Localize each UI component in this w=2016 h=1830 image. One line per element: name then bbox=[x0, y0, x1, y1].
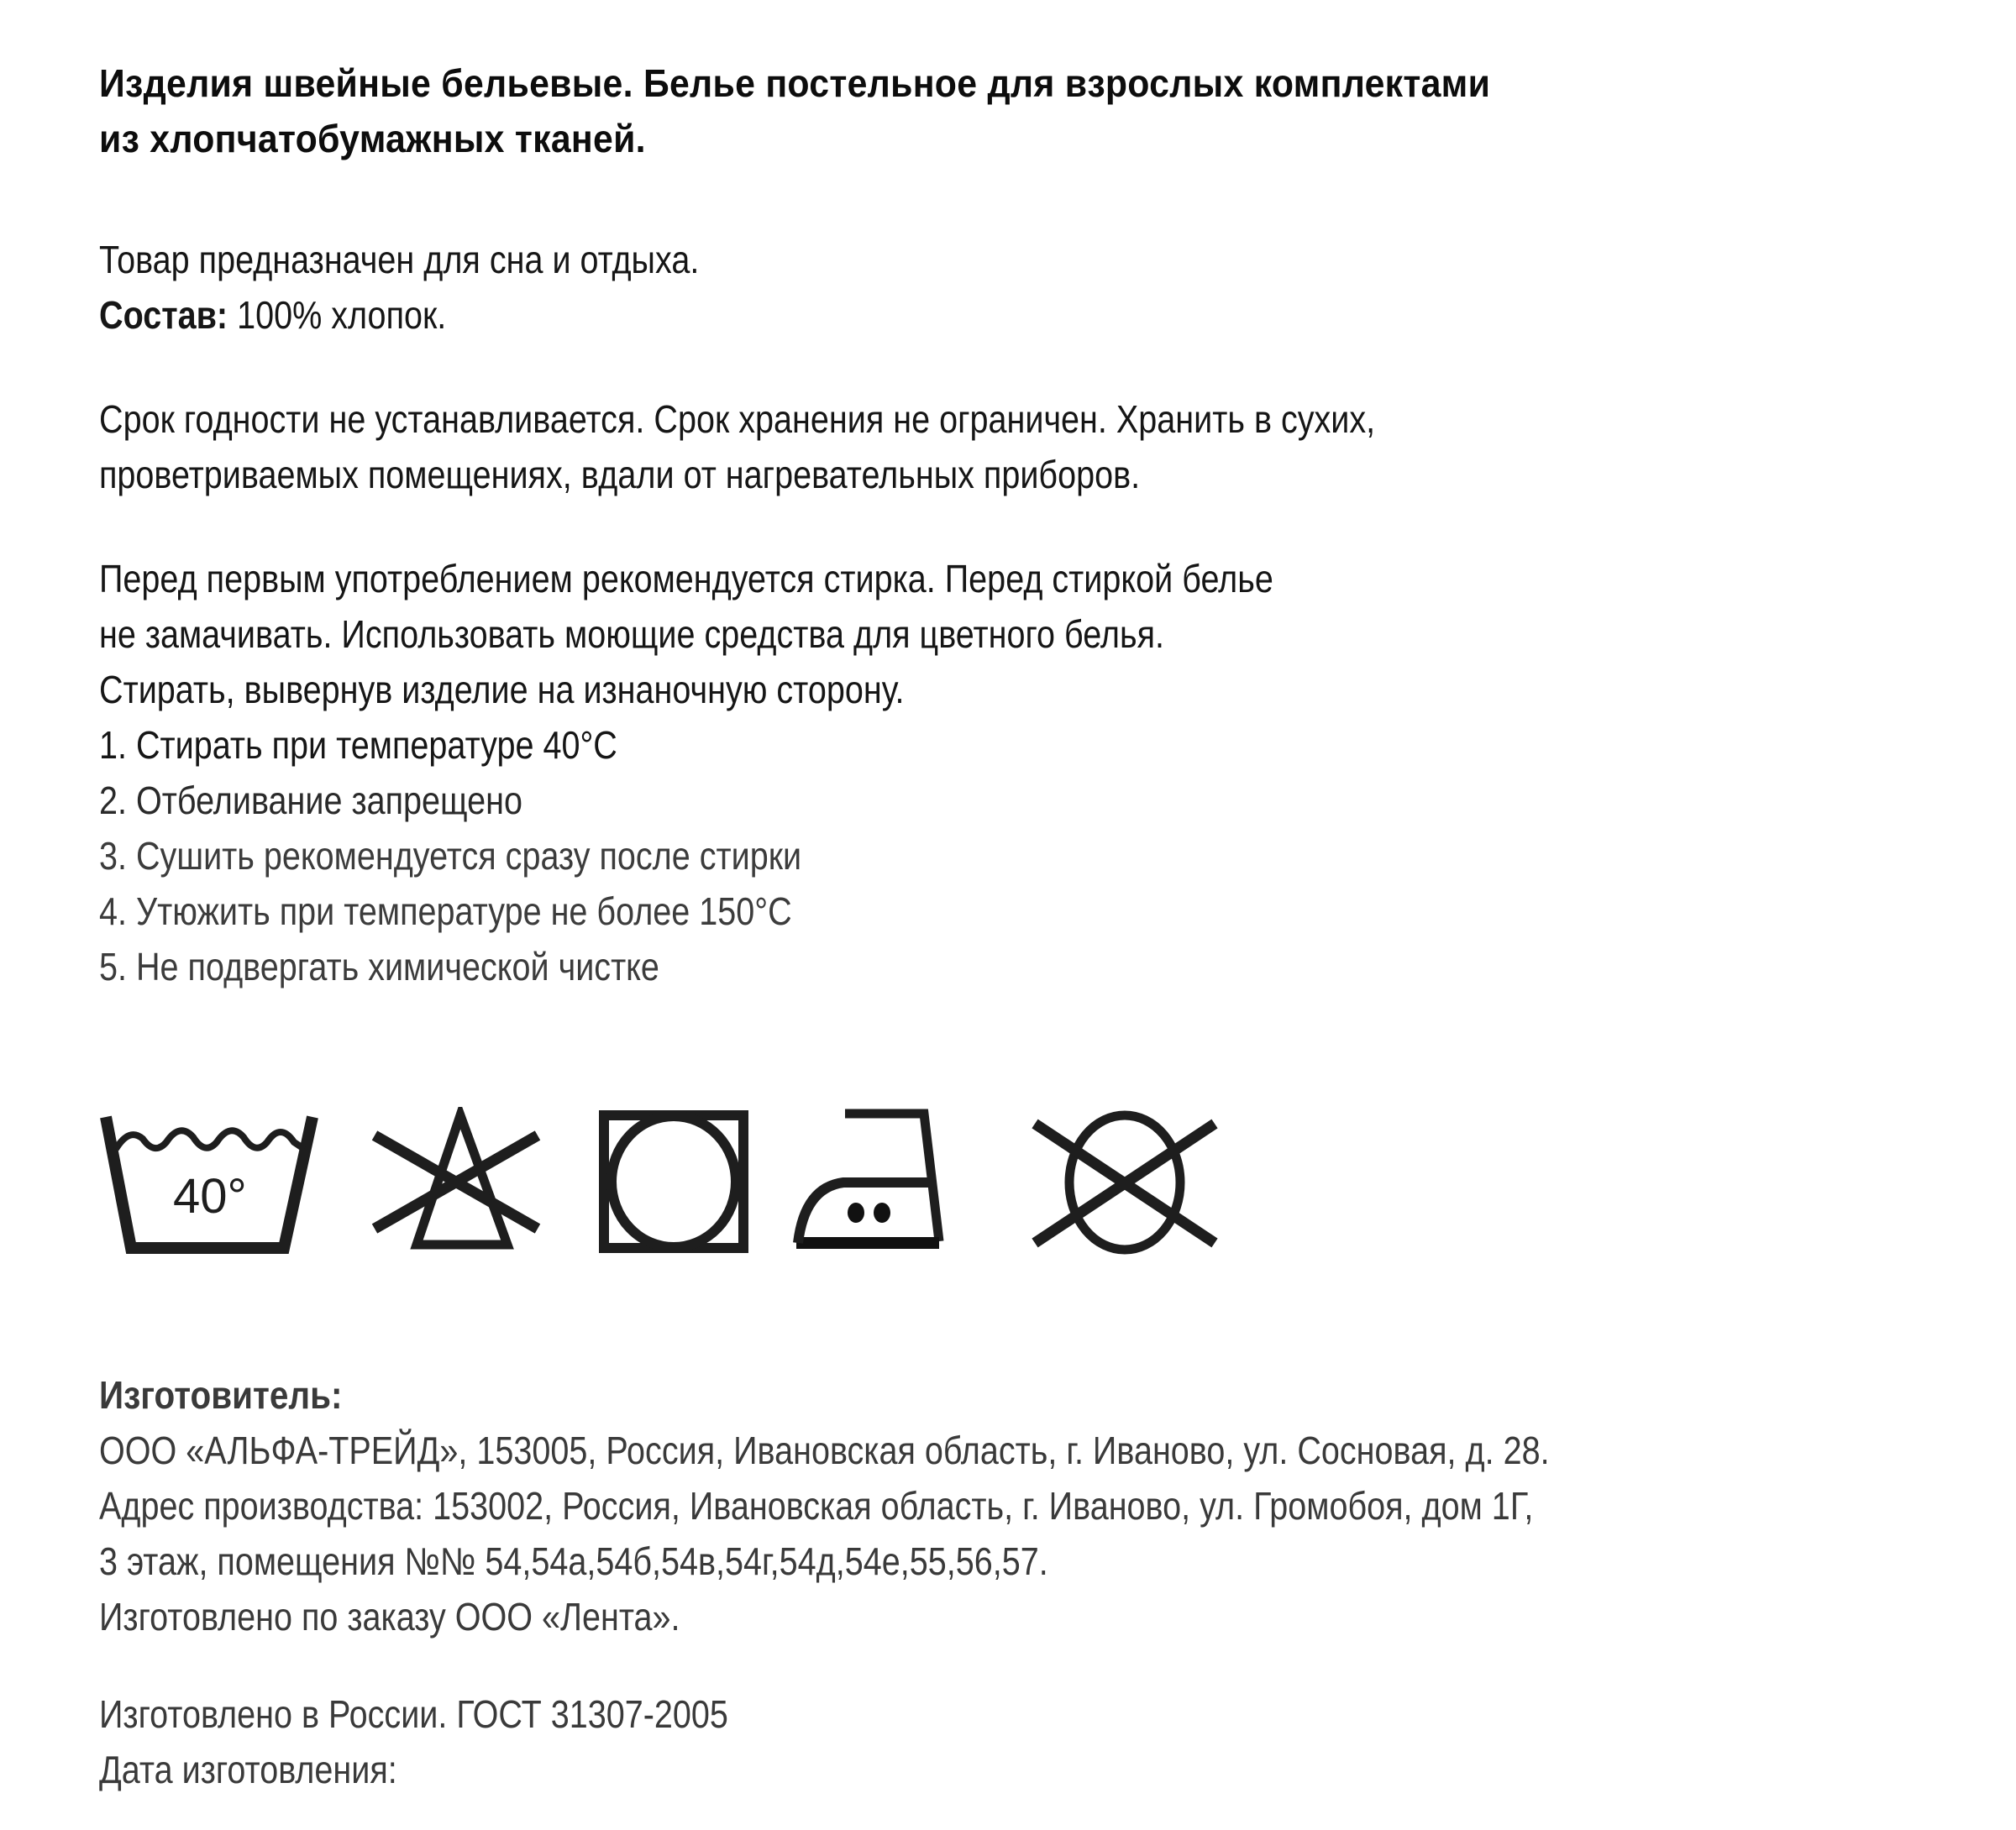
washing-block bbox=[99, 551, 1273, 994]
care-symbols-row bbox=[99, 1107, 1225, 1258]
storage-line-1: Срок годности не устанавливается. Срок хранения не ограничен. Хранить в сухих, bbox=[99, 397, 1376, 441]
manufacturer-heading: Изготовитель: bbox=[99, 1373, 343, 1417]
washing-intro-line-3: Стирать, вывернув изделие на изнаночную сторону. bbox=[99, 668, 905, 711]
instruction-item-5: 5. Не подвергать химической чистке bbox=[99, 945, 659, 988]
wash-40-icon bbox=[99, 1107, 330, 1258]
instruction-item-4: 4. Утюжить при температуре не более 150°С bbox=[99, 889, 792, 933]
purpose-text: Товар предназначен для сна и отдыха. bbox=[99, 238, 700, 281]
instruction-item-2: 2. Отбеливание запрещено bbox=[99, 779, 522, 822]
origin-standard-line: Изготовлено в России. ГОСТ 31307-2005 bbox=[99, 1692, 728, 1736]
no-dry-clean-icon bbox=[1028, 1107, 1221, 1258]
manufacturer-block bbox=[99, 1423, 1550, 1644]
wash-temp-label: 40° bbox=[173, 1169, 247, 1224]
composition-label: Состав: bbox=[99, 293, 228, 337]
manufacture-date-label: Дата изготовления: bbox=[99, 1748, 397, 1791]
no-bleach-icon bbox=[368, 1107, 553, 1258]
manufacturer-line-1: ООО «АЛЬФА-ТРЕЙД», 153005, Россия, Ивановская область, г. Иваново, ул. Сосновая, д. 28. bbox=[99, 1429, 1550, 1472]
composition-value: 100% хлопок. bbox=[228, 293, 447, 337]
manufacturer-line-3: 3 этаж, помещения №№ 54,54а,54б,54в,54г,54д,54е,55,56,57. bbox=[99, 1539, 1048, 1583]
footer-block bbox=[99, 1686, 728, 1797]
tumble-dry-icon bbox=[598, 1107, 749, 1258]
iron-two-dots-icon bbox=[790, 1107, 991, 1258]
composition-line bbox=[99, 287, 699, 343]
manufacturer-line-2: Адрес производства: 153002, Россия, Ивановская область, г. Иваново, ул. Громобоя, дом 1Г, bbox=[99, 1484, 1534, 1528]
storage-line-2: проветриваемых помещениях, вдали от нагревательных приборов. bbox=[99, 453, 1141, 496]
washing-intro-line-1: Перед первым употреблением рекомендуется стирка. Перед стиркой белье bbox=[99, 557, 1273, 600]
storage-block bbox=[99, 391, 1375, 502]
instruction-item-3: 3. Сушить рекомендуется сразу после стирки bbox=[99, 834, 802, 878]
purpose-block bbox=[99, 232, 699, 343]
manufacturer-line-4: Изготовлено по заказу ООО «Лента». bbox=[99, 1595, 680, 1639]
product-title-line-2: из хлопчатобумажных тканей. bbox=[99, 117, 646, 160]
instruction-item-1: 1. Стирать при температуре 40°С bbox=[99, 723, 617, 767]
washing-intro-line-2: не замачивать. Использовать моющие средства для цветного белья. bbox=[99, 612, 1165, 656]
product-title-line-1: Изделия швейные бельевые. Белье постельное для взрослых комплектами bbox=[99, 61, 1491, 105]
product-title bbox=[99, 55, 1490, 166]
